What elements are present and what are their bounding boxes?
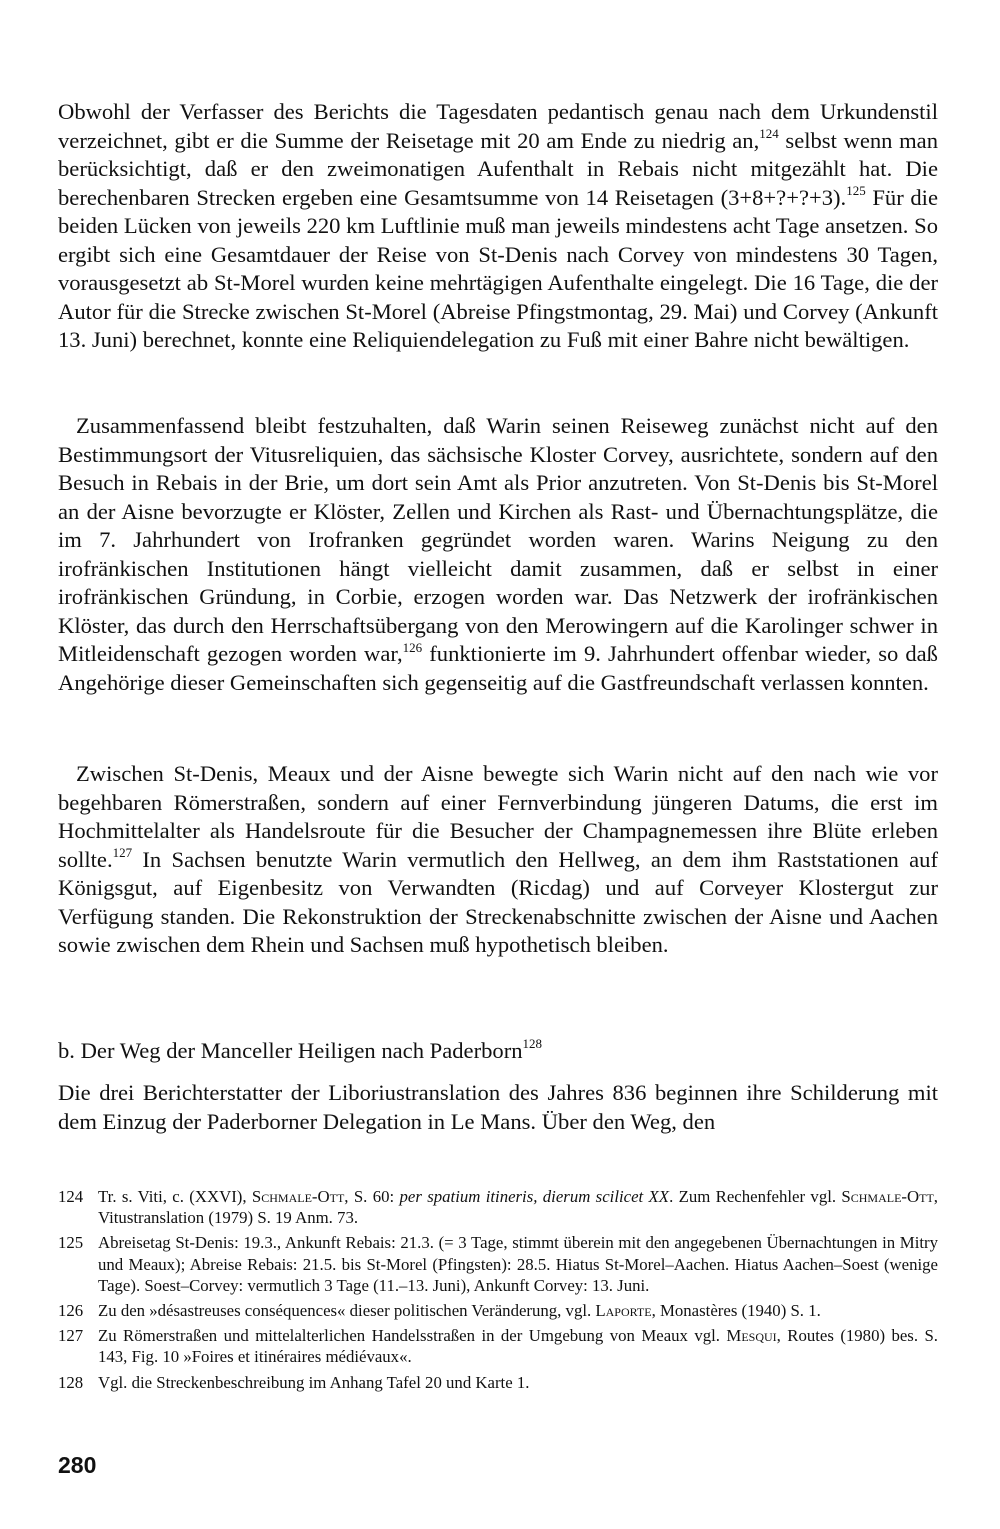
paragraph-text: Zwischen St-Denis, Meaux und der Aisne bewegte sich Warin nicht auf den nach wie vor begehbaren Römerstraßen, sondern auf einer Fernverbindung jüngeren Datums, die erst im Hochmittelalter als Handelsroute für die Besucher der Champagnemessen ihre Blüte erleben sollte.: [58, 761, 938, 872]
footnote-ref: 124: [759, 126, 779, 142]
footnote-text: . Zum Rechenfehler vgl.: [669, 1187, 842, 1206]
author-name: Mesqui: [726, 1326, 777, 1346]
footnote-number: 126: [58, 1301, 84, 1321]
body-paragraph: [58, 98, 938, 355]
footnote-number: 127: [58, 1326, 84, 1346]
section-heading-text: b. Der Weg der Manceller Heiligen nach Paderborn: [58, 1038, 523, 1063]
footnote-text: Vgl. die Streckenbeschreibung im Anhang Tafel 20 und Karte 1.: [98, 1372, 530, 1392]
paragraph-text: Zusammenfassend bleibt festzuhalten, daß Warin seinen Reiseweg zunächst nicht auf den Bestimmungsort der Vitusreliquien, das sächsische Kloster Corvey, ausrichtete, sondern auf den Besuch in Rebais in der Brie, um dort sein Amt als Prior anzutreten. Von St-Denis bis St-Morel an der Aisne bevorzugte er Klöster, Zellen und Kirchen als Rast- und Übernachtungsplätze, die im 7. Jahrhundert von Irofranken gegründet worden waren. Warins Neigung zu den irofränkischen Institutionen hängt vielleicht damit zusammen, daß er selbst in einer irofränkischen Gründung, in Corbie, erzogen worden war. Das Netzwerk der irofränkischen Klöster, das durch den Herrschaftsübergang von den Merowingern auf die Karolinger schwer in Mitleidenschaft gezogen worden war,: [58, 413, 938, 667]
paragraph-text: Obwohl der Verfasser des Berichts die Tagesdaten pedantisch genau nach dem Urkundenstil verzeichnet, gibt er die Summe der Reisetage mit 20 am Ende zu niedrig an,: [58, 99, 938, 153]
author-name: Laporte: [595, 1301, 652, 1321]
footnote-text: Zu den »désastreuses conséquences« dieser politischen Veränderung, vgl.: [98, 1301, 596, 1321]
quotation: per spatium itineris, dierum scilicet XX: [399, 1187, 670, 1206]
footnote-ref: 127: [112, 845, 133, 861]
footnote: [58, 1325, 938, 1367]
paragraph-text: Die drei Berichterstatter der Liboriustranslation des Jahres 836 beginnen ihre Schilderung mit dem Einzug der Paderborner Delegation in Le Mans. Über den Weg, den: [58, 1080, 938, 1134]
footnotes: [58, 1186, 938, 1397]
paragraph-text: funktionierte im 9. Jahrhundert offenbar wieder, so daß Angehörige dieser Gemeinschaften sich gegenseitig auf die Gastfreundschaft verlassen konnten.: [58, 641, 938, 695]
footnote-number: 124: [58, 1187, 84, 1206]
footnote-text: , S. 60:: [344, 1187, 400, 1206]
body-paragraph: [58, 412, 938, 697]
footnote-ref: 128: [522, 1036, 543, 1052]
body-paragraph: [58, 1079, 938, 1136]
section-heading: [58, 1037, 542, 1065]
paragraph-text: In Sachsen benutzte Warin vermutlich den Hellweg, an dem ihm Raststationen auf Königsgut, auf Eigenbesitz von Verwandten (Ricdag) und auf Corveyer Klostergut zur Verfügung standen. Die Rekonstruktion der Streckenabschnitte zwischen der Aisne und Aachen sowie zwischen dem Rhein und Sachsen muß hypothetisch bleiben.: [58, 846, 938, 958]
paragraph-text: selbst wenn man berücksichtigt, daß er den zweimonatigen Aufenthalt in Rebais nicht mitgezählt hat. Die berechenbaren Strecken ergeben eine Gesamtsumme von 14 Reisetagen (3+8+?+?+3).: [58, 127, 938, 210]
footnote-text: , Vitustranslation (1979) S. 19 Anm. 73.: [98, 1187, 938, 1228]
footnote-number: 128: [58, 1372, 84, 1392]
paragraph-text: Für die beiden Lücken von jeweils 220 km Luftlinie muß man jeweils mindestens acht Tage ansetzen. So ergibt sich eine Gesamtdauer der Reise von St-Denis nach Corvey von mindestens 30 Tagen, vorausgesetzt ab St-Morel wurden keine mehrtägigen Aufenthalte eingelegt. Die 16 Tage, die der Autor für die Strecke zwischen St-Morel (Abreise Pfingstmontag, 29. Mai) und Corvey (Ankunft 13. Juni) berechnet, konnte eine Reliquiendelegation zu Fuß mit einer Bahre nicht bewältigen.: [58, 184, 938, 353]
footnote-text: Abreisetag St-Denis: 19.3., Ankunft Rebais: 21.3. (= 3 Tage, stimmt überein mit den angegebenen Übernachtungen in Mitry und Meaux); Abreise Rebais: 21.5. bis St-Morel (Pfingsten): 28.5. Hiatus St-Morel–Aachen. Hiatus Aachen–Soest (wenige Tage). Soest–Corvey: vermutlich 3 Tage (11.–13. Juni), Ankunft Corvey: 13. Juni.: [98, 1233, 938, 1295]
footnote-ref: 125: [846, 183, 866, 199]
footnote: [58, 1186, 938, 1228]
author-name: Schmale-Ott: [841, 1187, 934, 1206]
footnote-text: Tr. s. Viti, c. (XXVI),: [98, 1187, 252, 1206]
footnote: [58, 1372, 938, 1393]
footnote-number: 125: [58, 1233, 84, 1253]
footnote: [58, 1232, 938, 1296]
footnote-text: , Monastères (1940) S. 1.: [651, 1301, 821, 1321]
body-paragraph: [58, 760, 938, 960]
footnote-ref: 126: [402, 639, 423, 655]
author-name: Schmale-Ott: [251, 1187, 345, 1206]
page-number: 280: [58, 1452, 97, 1478]
footnote-text: Zu Römerstraßen und mittelalterlichen Handelsstraßen in der Umgebung von Meaux vgl.: [98, 1326, 727, 1346]
footnote: [58, 1300, 938, 1321]
footnote-text: , Routes (1980) bes. S. 143, Fig. 10 »Foires et itinéraires médiévaux«.: [98, 1326, 938, 1367]
